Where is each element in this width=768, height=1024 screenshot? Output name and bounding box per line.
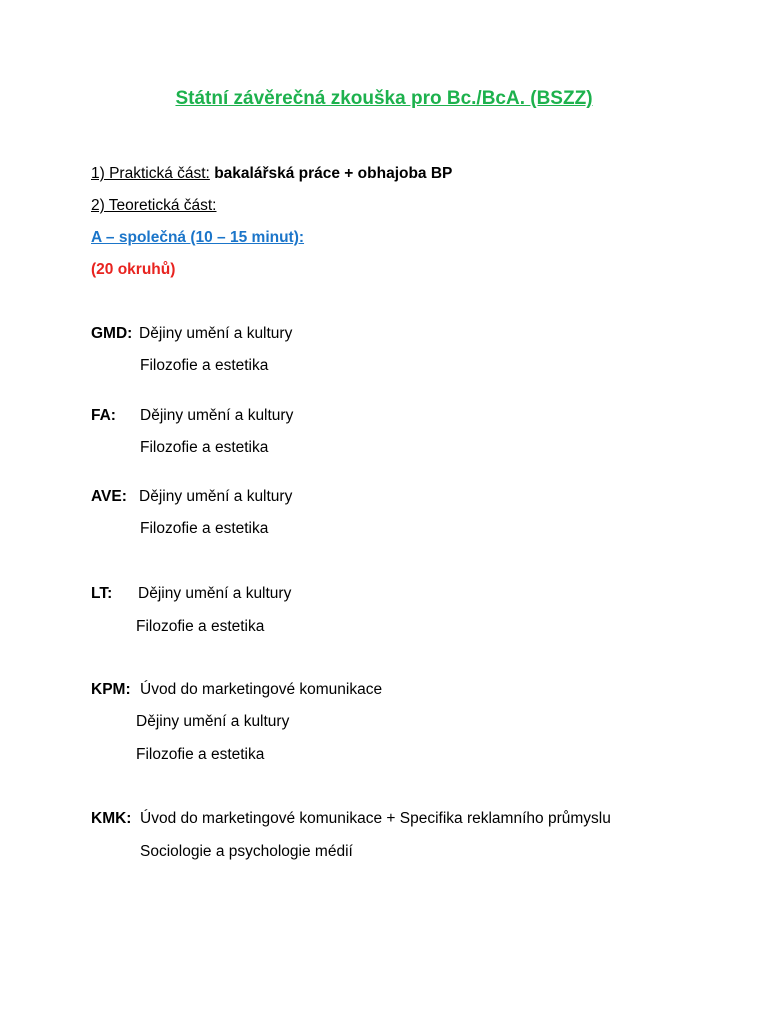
program-fa-subject-2: [140, 438, 268, 458]
program-code: AVE:: [91, 488, 127, 505]
topic-count-line: [91, 260, 175, 280]
program-lt: [91, 584, 291, 604]
theoretical-part-label: 2) Teoretická část:: [91, 197, 217, 214]
program-subject: Úvod do marketingové komunikace + Specifika reklamního průmyslu: [140, 810, 611, 827]
program-subject: Filozofie a estetika: [136, 746, 265, 763]
topic-count: (20 okruhů): [91, 261, 176, 278]
practical-part-line: [91, 164, 452, 184]
program-subject: Filozofie a estetika: [140, 520, 269, 537]
program-subject: Filozofie a estetika: [140, 439, 269, 456]
program-gmd: [91, 324, 292, 344]
program-kpm-subject-2: [136, 712, 289, 732]
program-lt-subject-2: [136, 617, 264, 637]
program-subject: Dějiny umění a kultury: [138, 585, 292, 602]
common-part-label: A – společná (10 – 15 minut):: [91, 229, 305, 246]
program-gmd-subject-2: [140, 356, 268, 376]
program-code: FA:: [91, 407, 116, 424]
program-subject: Dějiny umění a kultury: [136, 713, 290, 730]
program-subject: Dějiny umění a kultury: [140, 407, 294, 424]
common-part-line: [91, 228, 304, 248]
practical-part-label: 1) Praktická část:: [91, 165, 210, 182]
program-kpm: [91, 680, 382, 700]
program-code: KPM:: [91, 681, 131, 698]
program-code: GMD:: [91, 325, 133, 342]
program-code: KMK:: [91, 810, 132, 827]
program-subject: Dějiny umění a kultury: [139, 488, 293, 505]
program-ave-subject-2: [140, 519, 268, 539]
program-code: LT:: [91, 585, 113, 602]
program-kmk-subject-2: [140, 842, 353, 862]
program-subject: Úvod do marketingové komunikace: [140, 681, 383, 698]
program-fa: [91, 406, 293, 426]
program-kpm-subject-3: [136, 745, 264, 765]
program-subject: Dějiny umění a kultury: [139, 325, 293, 342]
practical-part-value: bakalářská práce + obhajoba BP: [214, 165, 453, 182]
theoretical-part-line: [91, 196, 217, 216]
program-subject: Filozofie a estetika: [140, 357, 269, 374]
document-title: Státní závěrečná zkouška pro Bc./BcA. (BSZZ): [175, 88, 593, 109]
program-subject: Filozofie a estetika: [136, 618, 265, 635]
program-ave: [91, 487, 292, 507]
program-kmk: [91, 809, 611, 829]
program-subject: Sociologie a psychologie médií: [140, 843, 353, 860]
